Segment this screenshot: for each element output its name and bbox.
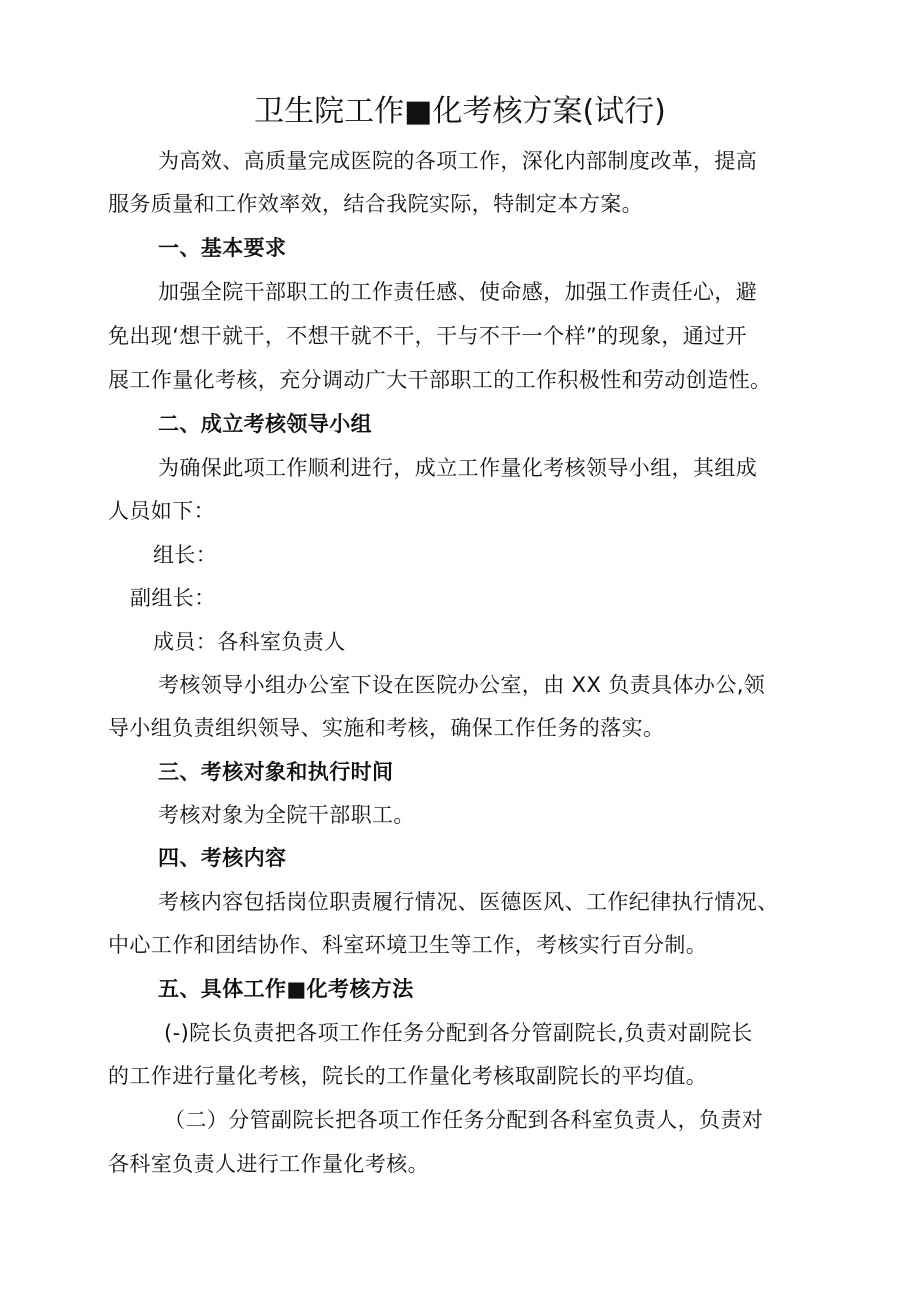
section-3-heading: 三、考核对象和执行时间 (158, 760, 394, 784)
section-1-line-3: 展工作量化考核，充分调动广大干部职工的工作积极性和劳动创造性。 (108, 368, 772, 392)
section-1-heading: 一、基本要求 (158, 236, 287, 260)
section-5-heading: 五、具体工作■化考核方法 (158, 977, 414, 1001)
members-line: 成员：各科室负责人 (153, 630, 346, 654)
section-5-item-2-line-2: 各科室负责人进行工作量化考核。 (108, 1152, 429, 1176)
section-5-item-2-line-1: （二）分管副院长把各项工作任务分配到各科室负责人，负责对 (164, 1108, 764, 1132)
section-3-line-1: 考核对象为全院干部职工。 (158, 803, 415, 827)
section-4-heading: 四、考核内容 (158, 846, 287, 870)
office-line-2: 导小组负责组织领导、实施和考核，确保工作任务的落实。 (108, 716, 665, 740)
leader-line: 组长： (153, 543, 218, 567)
section-5-item-1-line-2: 的工作进行量化考核，院长的工作量化考核取副院长的平均值。 (108, 1064, 708, 1088)
document-title: 卫生院工作■化考核方案(试行) (254, 94, 666, 129)
section-2-heading: 二、成立考核领导小组 (158, 412, 372, 436)
section-1-line-2: 免出现‘想干就干，不想干就不干，干与不干一个样”的现象，通过开 (108, 324, 747, 348)
section-1-line-1: 加强全院干部职工的工作责任感、使命感，加强工作责任心，避 (158, 280, 758, 304)
section-2-line-2: 人员如下： (108, 499, 215, 523)
intro-line-1: 为高效、高质量完成医院的各项工作，深化内部制度改革，提高 (158, 149, 758, 173)
section-2-line-1: 为确保此项工作顺利进行，成立工作量化考核领导小组，其组成 (158, 456, 758, 480)
office-line-1: 考核领导小组办公室下设在医院办公室，由 XX 负责具体办公,领 (158, 673, 766, 697)
section-4-line-1: 考核内容包括岗位职责履行情况、医德医风、工作纪律执行情况、 (158, 890, 779, 914)
section-5-item-1-line-1: (-)院长负责把各项工作任务分配到各分管副院长,负责对副院长 (164, 1021, 753, 1045)
section-4-line-2: 中心工作和团结协作、科室环境卫生等工作，考核实行百分制。 (108, 933, 708, 957)
deputy-leader-line: 副组长： (130, 586, 216, 610)
intro-line-2: 服务质量和工作效率效，结合我院实际，特制定本方案。 (108, 192, 643, 216)
